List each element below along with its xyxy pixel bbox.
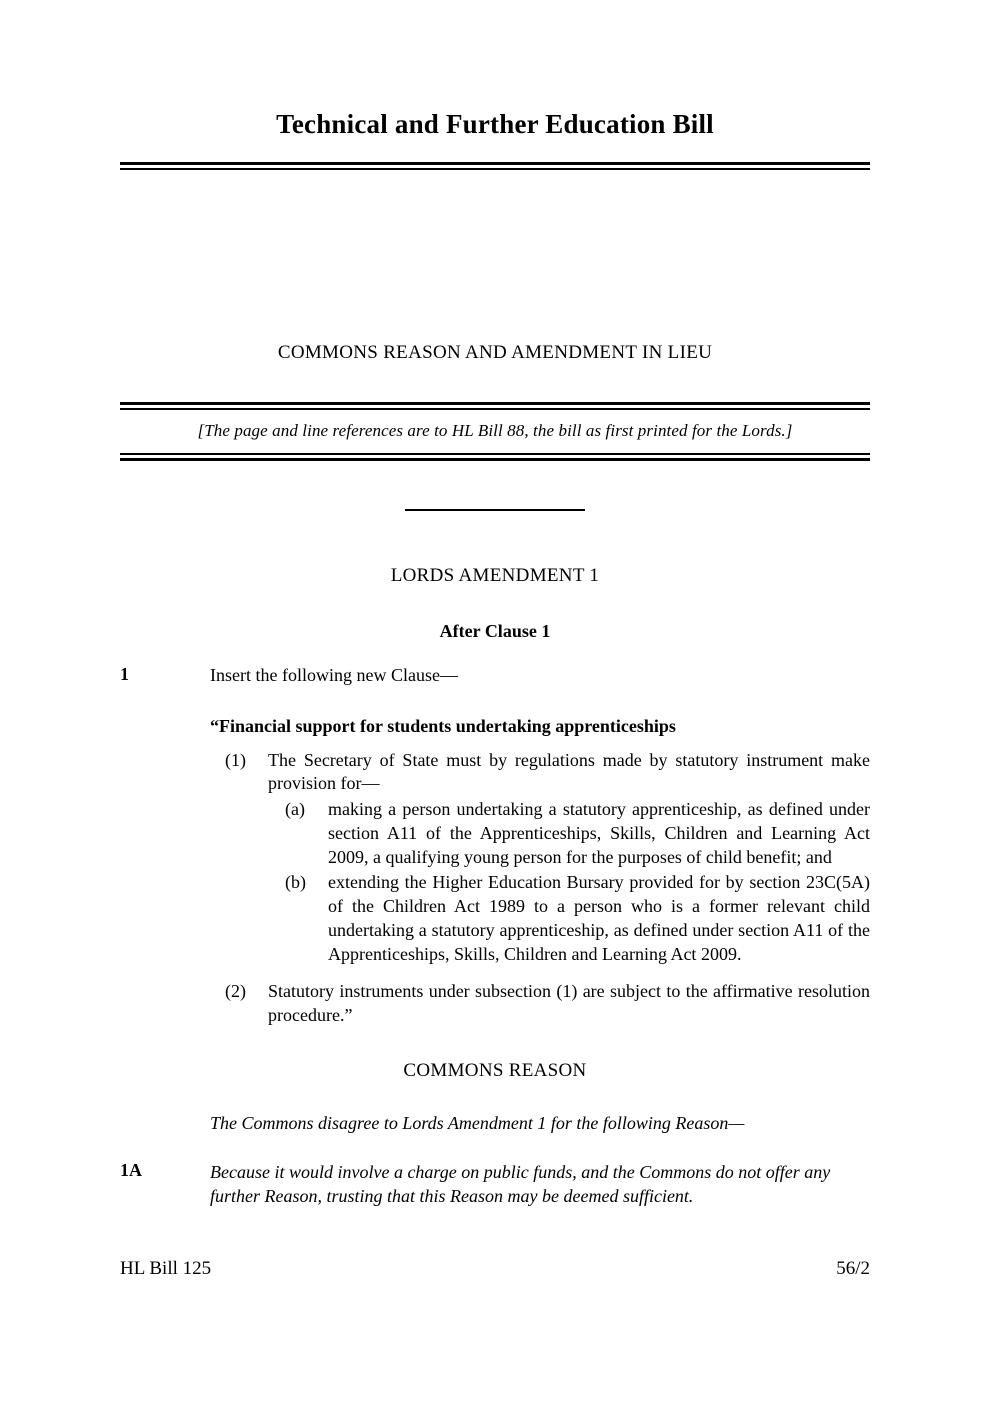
commons-reason-row — [120, 1160, 870, 1208]
footer-bill-reference: HL Bill 125 — [120, 1258, 212, 1279]
note-divider-bottom — [120, 453, 870, 461]
amendment-heading: LORDS AMENDMENT 1 — [390, 564, 600, 586]
paragraph-number: (a) — [285, 799, 305, 820]
paragraph-text: making a person undertaking a statutory apprenticeship, as defined under section A11 of the Apprenticeships, Skills, Children and Learning Act 2009, a qualifying young person for the purposes of child benefit; and — [328, 799, 870, 867]
note-divider-top — [120, 402, 870, 410]
inserted-clause-title: “Financial support for students undertaking apprenticeships — [210, 715, 676, 736]
amendment-instruction: Insert the following new Clause— — [210, 664, 458, 685]
subsection-text: The Secretary of State must by regulations made by statutory instrument make provision for— — [268, 749, 870, 794]
subsection-2 — [210, 980, 870, 1028]
paragraph-number: (b) — [285, 872, 306, 893]
inserted-clause — [120, 716, 870, 1028]
subsection-number: (2) — [225, 981, 246, 1002]
commons-reason-heading: COMMONS REASON — [403, 1059, 587, 1081]
divider-thick-line — [120, 458, 870, 461]
reference-note: [The page and line references are to HL Bill 88, the bill as first printed for the Lords.] — [197, 421, 793, 441]
page-title: Technical and Further Education Bill — [276, 109, 714, 139]
commons-reason-text: Because it would involve a charge on public funds, and the Commons do not offer any further Reason, trusting that this Reason may be deemed sufficient. — [210, 1161, 831, 1206]
footer-page-reference: 56/2 — [836, 1258, 870, 1279]
clause-heading: After Clause 1 — [439, 620, 551, 641]
paragraph-a — [210, 798, 870, 869]
document-page — [120, 0, 870, 1403]
paragraph-text: extending the Higher Education Bursary provided for by section 23C(5A) of the Children Act 1989 to a person who is a former relevant child undertaking a statutory apprenticeship, as defined under section A11 of the Apprenticeships, Skills, Children and Learning Act 2009. — [328, 872, 870, 964]
paragraph-b — [210, 871, 870, 966]
title-divider — [120, 162, 870, 170]
subsection-1 — [210, 749, 870, 797]
subsection-number: (1) — [225, 749, 246, 770]
document-subtitle: COMMONS REASON AND AMENDMENT IN LIEU — [277, 342, 713, 364]
amendment-instruction-row — [120, 664, 870, 688]
commons-reason-number: 1A — [120, 1159, 142, 1180]
subsection-text: Statutory instruments under subsection (1) are subject to the affirmative resolution procedure.” — [268, 981, 870, 1026]
commons-reason-intro: The Commons disagree to Lords Amendment 1 for the following Reason— — [210, 1112, 745, 1133]
page-footer — [120, 1258, 870, 1280]
amendment-number: 1 — [120, 663, 129, 684]
